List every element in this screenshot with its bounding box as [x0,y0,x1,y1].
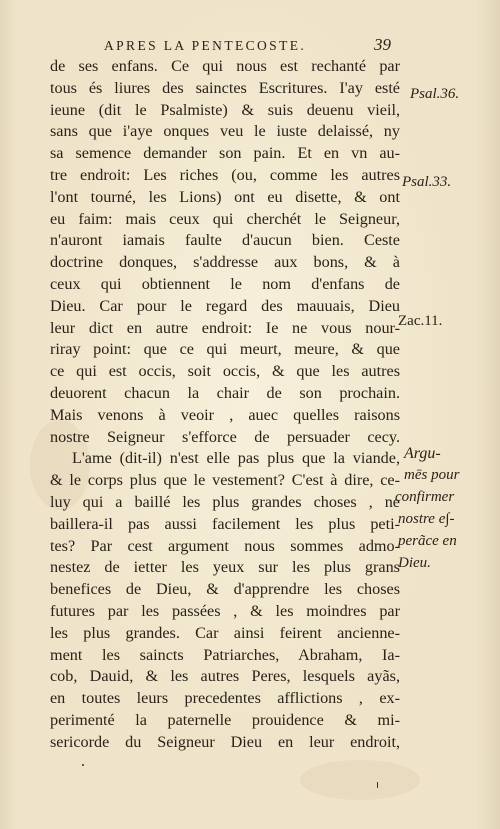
text-line: nostre Seigneur s'efforce de persuader cecy. [50,427,400,446]
text-line: tes? Par cest argument nous sommes admo- [50,536,400,555]
text-line: l'ont tourné, les Lions) ont eu disette, & ont [50,187,400,206]
text-line: nestez de ietter les yeux sur les plus grans [50,558,400,577]
text-line: perimenté la paternelle prouidence & mi- [50,710,400,729]
margin-note-argumens-2: mēs pour [404,467,460,483]
text-line: doctrine donques, s'addresse aux bons, & à [50,253,400,272]
text-line: sans que i'aye onques veu le iuste delaissé, ny [50,122,400,141]
margin-note-psalm-33: Psal.33. [402,174,452,190]
text-line: eu faim: mais ceux qui cherchét le Seigneur, [50,209,400,228]
running-title: APRES LA PENTECOSTE. [104,38,307,53]
text-line: ieune (dit le Psalmiste) & suis deuenu vieil, [50,100,400,119]
text-line: leur dict en autre endroit: Ie ne vous nour- [50,318,400,337]
margin-note-psalm-36: Psal.36. [410,86,460,102]
text-line: Dieu. Car pour le regard des mauuais, Dieu [50,296,400,315]
margin-note-argumens-6: Dieu. [398,555,431,571]
text-line: futures par les passées , & les moindres par [50,601,400,620]
ink-fleck [82,764,84,766]
text-line: sa semence demander son pain. Et en vn au- [50,144,400,163]
text-line: ment les saincts Patriarches, Abraham, Ia- [50,645,400,664]
text-line: riray point: que ce qui meurt, meure, & que [50,340,400,359]
text-line: & le corps plus que le vestement? C'est à dire, ce- [50,471,400,490]
text-line: sericorde du Seigneur Dieu en leur endroit, [50,732,400,751]
text-line: L'ame (dit-il) n'est elle pas plus que la viande, [72,449,400,468]
text-line: cob, Dauid, & les autres Peres, lesquels ayãs, [50,667,400,686]
text-line: Mais venons à veoir , auec quelles raisons [50,405,400,424]
text-line: les plus grandes. Car ainsi feirent ancienne- [50,623,400,642]
text-line: n'auront iamais faulte d'aucun bien. Ceste [50,231,400,250]
margin-note-zacharie-11: Zac.11. [398,313,443,329]
text-line: benefices de Dieu, & d'apprendre les choses [50,580,400,599]
page-number: 39 [374,35,391,54]
text-line: luy qui a baillé les plus grandes choses , ne [50,492,400,511]
margin-note-argumens-5: perãce en [398,533,457,549]
text-line: tre endroit: Les riches (ou, comme les autres [50,165,400,184]
text-line: baillera-il pas aussi facilement les plus peti- [50,514,400,533]
ink-fleck [377,782,378,788]
margin-note-argumens-1: Argu- [404,445,441,462]
text-line: ceux qui obtiennent le nom d'enfans de [50,274,400,293]
text-line: tous és liures des sainctes Escritures. I'ay esté [50,78,400,97]
text-line: ce qui est occis, soit occis, & que les autres [50,362,400,381]
margin-note-argumens-4: nostre e∫- [398,511,455,527]
text-line: de ses enfans. Ce qui nous est rechanté par [50,57,400,75]
text-line: en toutes leurs precedentes afflictions , ex- [50,689,400,708]
margin-note-argumens-3: confirmer [395,489,455,505]
text-line: deuorent chacun la chair de son prochain. [50,383,400,402]
